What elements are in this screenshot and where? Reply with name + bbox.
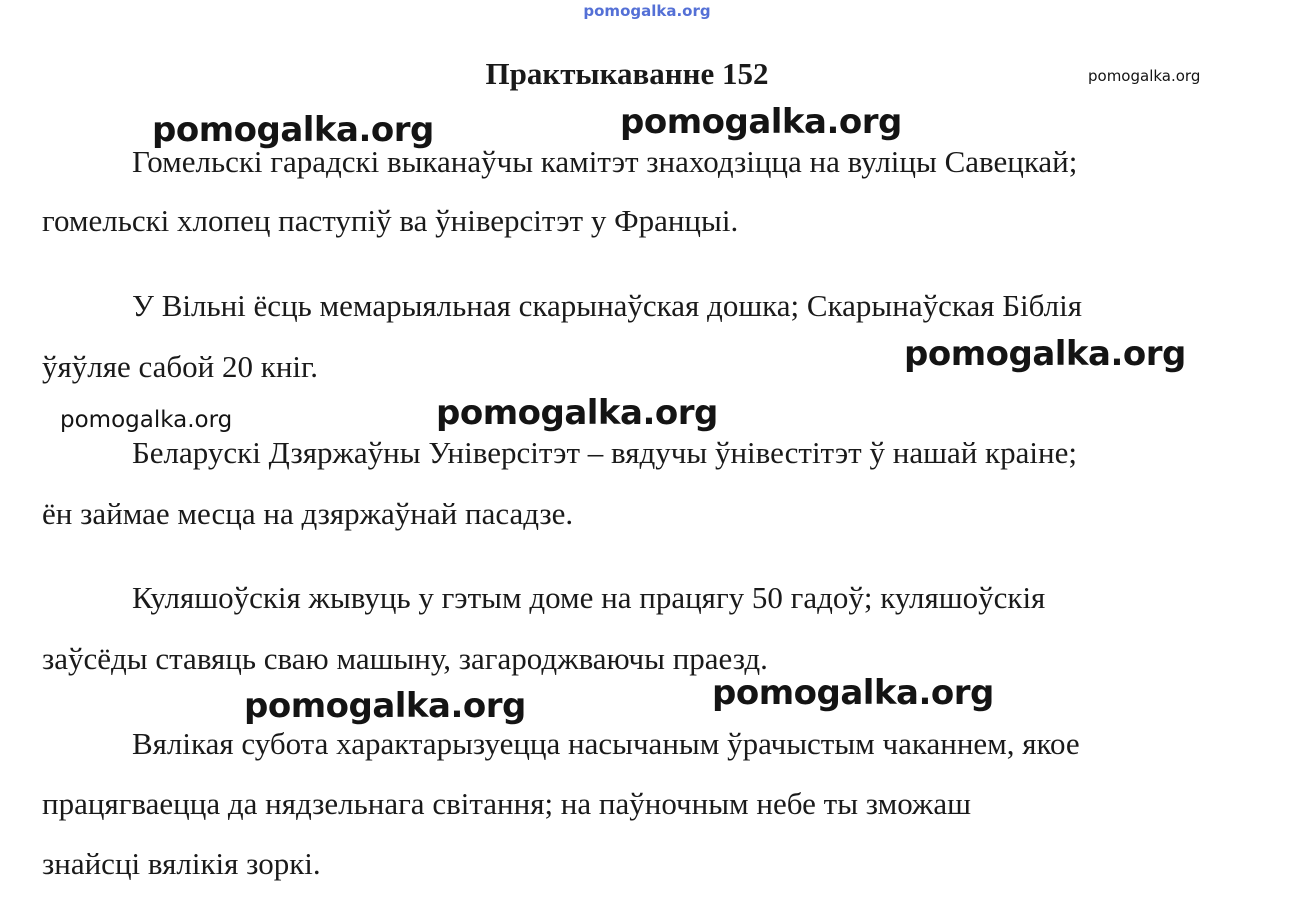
watermark: pomogalka.org	[244, 686, 526, 726]
paragraph-3-line-2: ён займае месца на дзяржаўнай пасадзе.	[42, 496, 574, 531]
watermark: pomogalka.org	[712, 673, 994, 713]
paragraph-3-line-1: Беларускі Дзяржаўны Універсітэт – вядучы ўнівестітэт ў нашай краіне;	[132, 435, 1077, 470]
paragraph-1-line-1: Гомельскі гарадскі выканаўчы камітэт знаходзіцца на вуліцы Савецкай;	[132, 144, 1078, 179]
paragraph-5-line-3: знайсці вялікія зоркі.	[42, 846, 321, 881]
watermark: pomogalka.org	[436, 393, 718, 433]
paragraph-1-line-2: гомельскі хлопец паступіў ва ўніверсітэт у Францыі.	[42, 203, 739, 238]
paragraph-4-line-1: Куляшоўскія жывуць у гэтым доме на працягу 50 гадоў; куляшоўскія	[132, 580, 1046, 615]
paragraph-4-line-2: заўсёды ставяць сваю машыну, загароджваючы праезд.	[42, 641, 768, 676]
watermark: pomogalka.org	[60, 407, 233, 433]
watermark: pomogalka.org	[620, 102, 902, 142]
paragraph-2-line-1: У Вільні ёсць мемарыяльная скарынаўская дошка; Скарынаўская Біблія	[132, 288, 1082, 323]
watermark: pomogalka.org	[152, 110, 434, 150]
paragraph-2-line-2: ўяўляе сабой 20 кніг.	[42, 349, 318, 384]
title-watermark: pomogalka.org	[1088, 67, 1201, 85]
paragraph-5-line-1: Вялікая субота характарызуецца насычаным ўрачыстым чаканнем, якое	[132, 726, 1080, 761]
page-title: Практыкаванне 152	[485, 56, 769, 91]
watermark: pomogalka.org	[904, 334, 1186, 374]
top-watermark[interactable]: pomogalka.org	[583, 2, 711, 20]
paragraph-5-line-2: працягваецца да нядзельнага світання; на паўночным небе ты зможаш	[42, 786, 971, 821]
